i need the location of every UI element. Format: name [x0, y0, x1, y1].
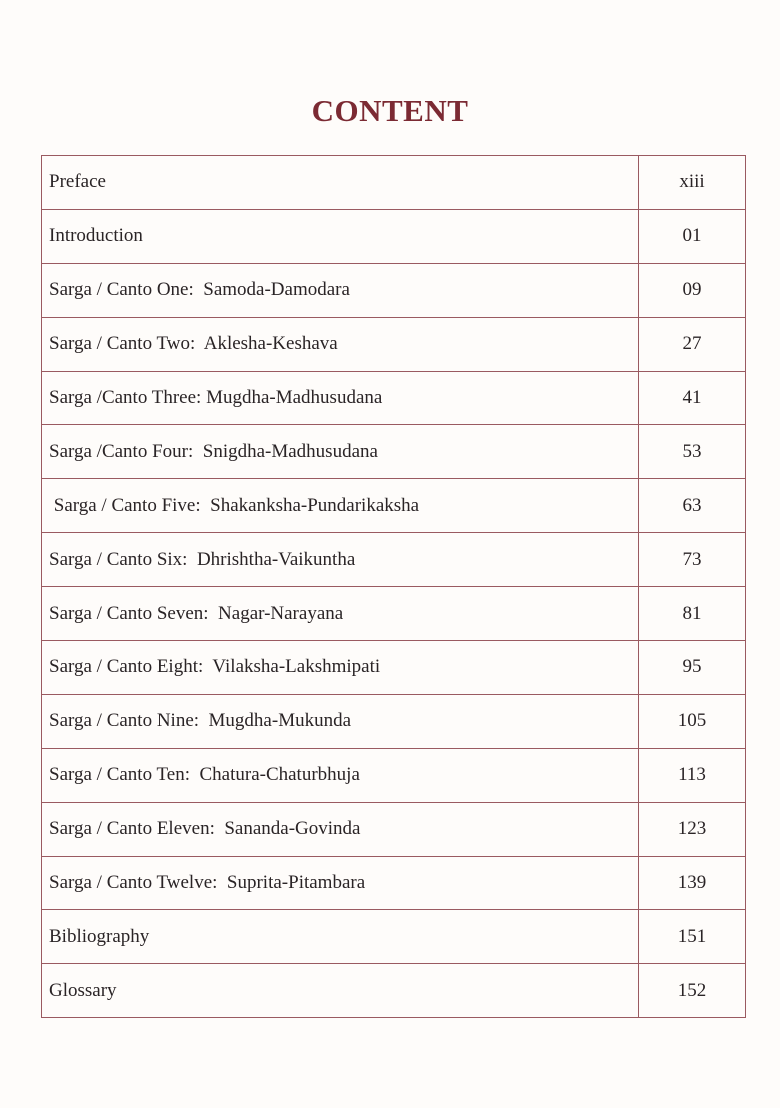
entry-page-number: 152 [639, 964, 746, 1018]
entry-title: Sarga / Canto Twelve: Suprita-Pitambara [42, 856, 639, 910]
entry-title: Sarga /Canto Four: Snigdha-Madhusudana [42, 425, 639, 479]
entry-title: Introduction [42, 209, 639, 263]
entry-page-number: 151 [639, 910, 746, 964]
entry-title: Sarga / Canto Five: Shakanksha-Pundarikaksha [42, 479, 639, 533]
entry-page-number: 53 [639, 425, 746, 479]
entry-title: Sarga / Canto Six: Dhrishtha-Vaikuntha [42, 533, 639, 587]
entry-page-number: 123 [639, 802, 746, 856]
entry-title: Glossary [42, 964, 639, 1018]
entry-title: Sarga / Canto One: Samoda-Damodara [42, 263, 639, 317]
entry-title: Bibliography [42, 910, 639, 964]
contents-row [42, 317, 746, 371]
entry-page-number: 105 [639, 694, 746, 748]
entry-title: Sarga / Canto Nine: Mugdha-Mukunda [42, 694, 639, 748]
entry-title: Sarga /Canto Three: Mugdha-Madhusudana [42, 371, 639, 425]
entry-title: Sarga / Canto Eight: Vilaksha-Lakshmipati [42, 641, 639, 695]
entry-page-number: 01 [639, 209, 746, 263]
contents-table [41, 155, 746, 1018]
entry-page-number: 81 [639, 587, 746, 641]
contents-row [42, 425, 746, 479]
contents-row [42, 156, 746, 210]
entry-page-number: 41 [639, 371, 746, 425]
contents-row [42, 263, 746, 317]
entry-page-number: 73 [639, 533, 746, 587]
contents-row [42, 479, 746, 533]
entry-page-number: xiii [639, 156, 746, 210]
entry-page-number: 139 [639, 856, 746, 910]
contents-row [42, 209, 746, 263]
contents-row [42, 802, 746, 856]
entry-title: Sarga / Canto Seven: Nagar-Narayana [42, 587, 639, 641]
entry-title: Sarga / Canto Eleven: Sananda-Govinda [42, 802, 639, 856]
contents-row [42, 910, 746, 964]
entry-title: Preface [42, 156, 639, 210]
contents-row [42, 694, 746, 748]
contents-row [42, 856, 746, 910]
entry-page-number: 63 [639, 479, 746, 533]
contents-row [42, 371, 746, 425]
entry-title: Sarga / Canto Two: Aklesha-Keshava [42, 317, 639, 371]
contents-row [42, 641, 746, 695]
entry-page-number: 95 [639, 641, 746, 695]
contents-row [42, 964, 746, 1018]
entry-page-number: 09 [639, 263, 746, 317]
entry-page-number: 27 [639, 317, 746, 371]
page-title: CONTENT [311, 93, 469, 128]
contents-row [42, 587, 746, 641]
contents-row [42, 533, 746, 587]
contents-row [42, 748, 746, 802]
entry-page-number: 113 [639, 748, 746, 802]
entry-title: Sarga / Canto Ten: Chatura-Chaturbhuja [42, 748, 639, 802]
